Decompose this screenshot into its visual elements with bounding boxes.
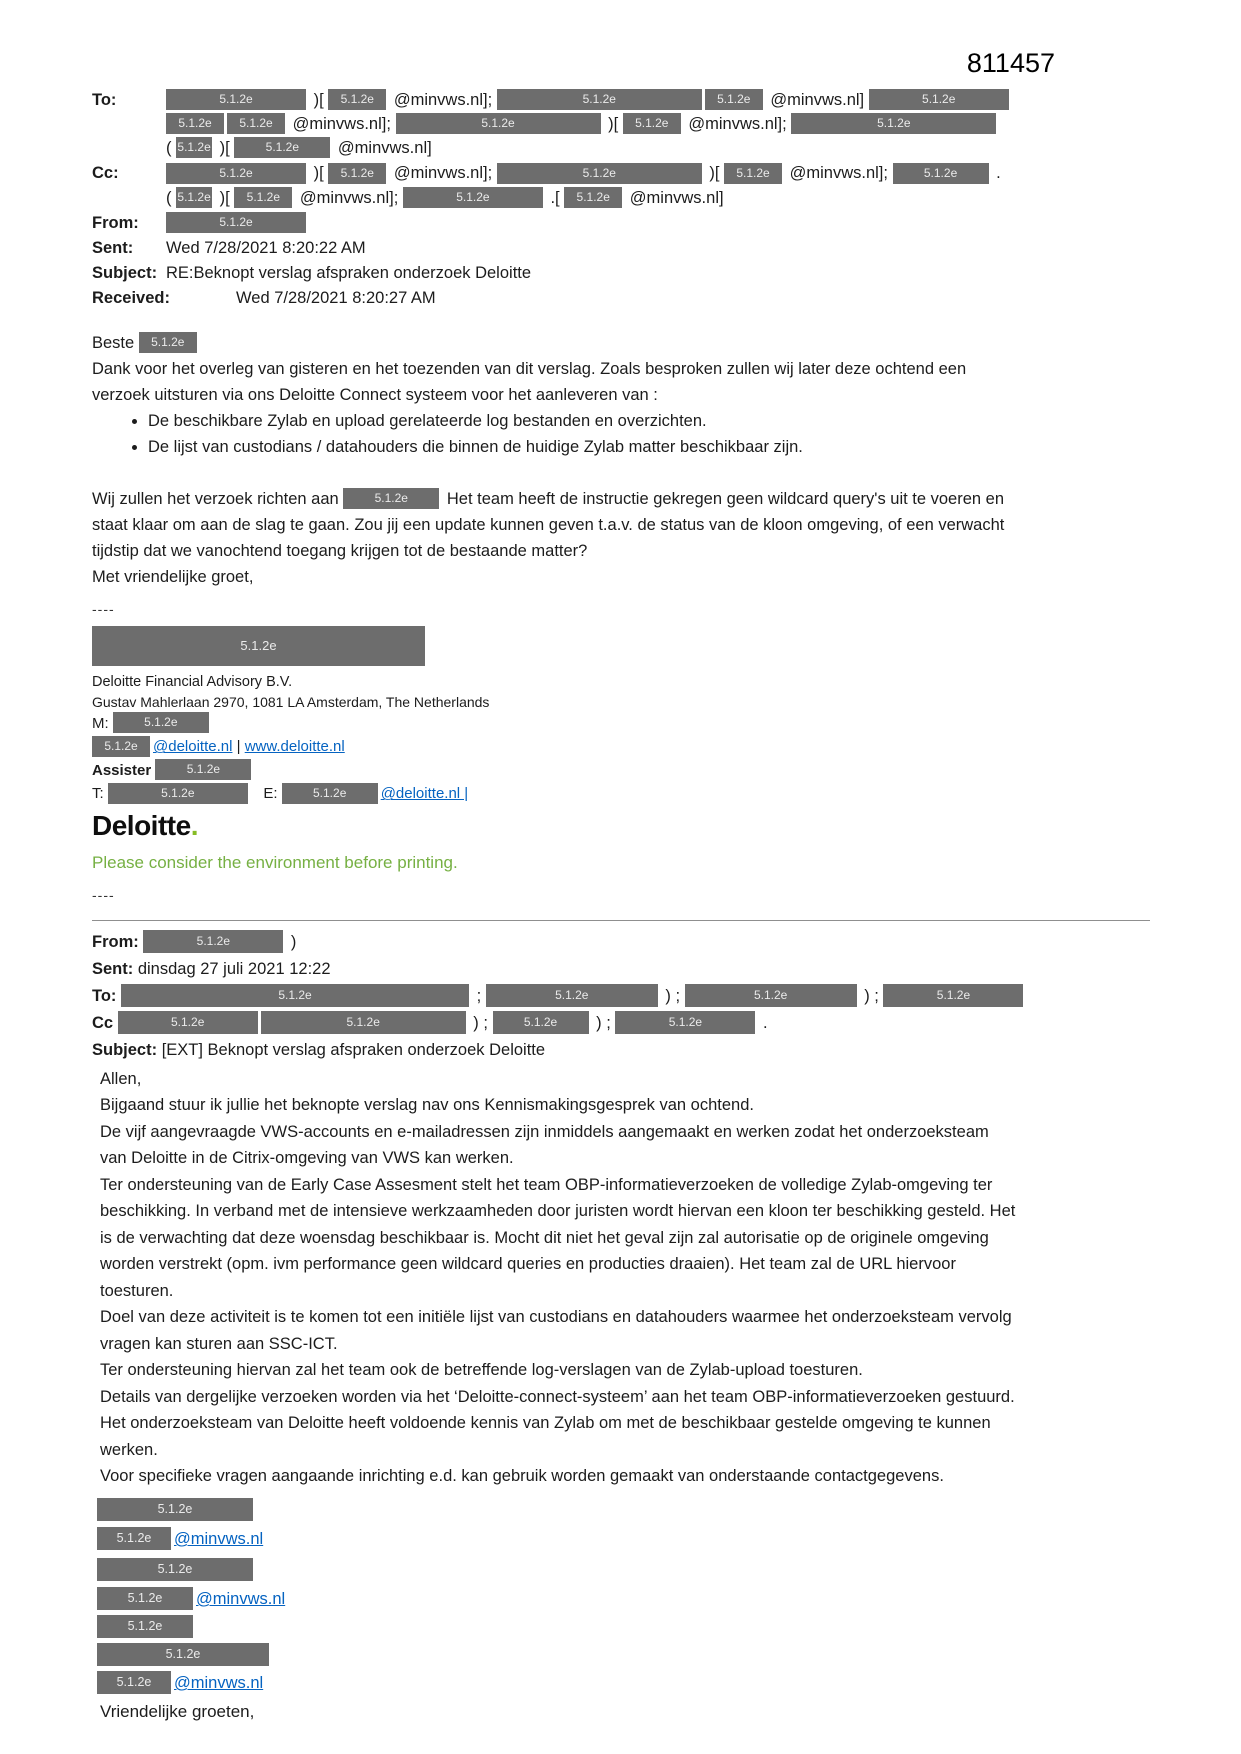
paragraph: Ter ondersteuning hiervan zal het team ook de betreffende log-verslagen van de Zylab-upload toesturen.	[100, 1361, 863, 1380]
signature-company: Deloitte Financial Advisory B.V.	[92, 673, 293, 690]
bullet-item: • De lijst van custodians / datahouders die binnen de huidige Zylab matter beschikbaar zijn.	[148, 434, 1010, 460]
header-row-subject	[92, 261, 1052, 285]
text-fragment: ) ;	[468, 1013, 493, 1032]
email1-signature	[92, 626, 1010, 908]
signature-address: Gustav Mahlerlaan 2970, 1081 LA Amsterdam, The Netherlands	[92, 693, 490, 710]
text-fragment: @minvws.nl];	[785, 164, 893, 183]
text-fragment: @minvws.nl];	[288, 115, 396, 134]
paragraph: Het onderzoeksteam van Deloitte heeft voldoende kennis van Zylab om met de beschikbaar gestelde omgeving te kunnen werken.	[100, 1414, 991, 1459]
text-fragment: )	[286, 932, 297, 951]
signature-mobile-line	[92, 712, 1010, 736]
redaction-box: 5.1.2e	[403, 187, 543, 208]
redaction-box: 5.1.2e	[623, 113, 681, 134]
email1-body	[92, 330, 1010, 908]
text-fragment: @minvws.nl]	[333, 139, 432, 158]
contact-row	[97, 1498, 1052, 1521]
text-fragment: Het team heeft de instructie gekregen geen wildcard query's uit te voeren en staat klaar om aan de slag te gaan. Zou jij een update kunnen geven t.a.v. de status van de kloon omgeving, of een verwacht tijdstip dat we vanochtend toegang krijgen tot de bestaande matter?	[92, 489, 1005, 560]
email-link[interactable]: @minvws.nl	[174, 1673, 264, 1692]
paragraph: Doel van deze activiteit is te komen tot een initiële lijst van custodians en datahouders waarmee het onderzoeksteam vervolg vragen kan sturen aan SSC-ICT.	[100, 1308, 1012, 1353]
text-fragment: dinsdag 27 juli 2021 12:22	[137, 959, 331, 978]
redaction-box: 5.1.2e	[234, 137, 330, 158]
contact-row	[97, 1615, 1052, 1640]
redaction-box: 5.1.2e	[118, 1011, 258, 1034]
redaction-box: 5.1.2e	[883, 984, 1023, 1007]
redaction-box: 5.1.2e	[615, 1011, 755, 1034]
from-label: From:	[92, 213, 139, 232]
contact-row	[97, 1587, 1052, 1612]
header-row-to	[92, 983, 1052, 1010]
from-value	[166, 211, 1026, 235]
signature-phone-line	[92, 782, 1010, 806]
email-link[interactable]: www.deloitte.nl	[244, 738, 345, 756]
text-fragment: )[	[309, 91, 329, 109]
environment-note: Please consider the environment before printing.	[92, 852, 458, 872]
salutation-line: Allen,	[100, 1069, 142, 1088]
header-label: To:	[92, 986, 122, 1005]
text-fragment: ) ;	[660, 986, 685, 1005]
cc-value	[166, 161, 1026, 209]
paragraph: Bijgaand stuur ik jullie het beknopte verslag nav ons Kennismakingsgesprek van ochtend.	[100, 1096, 754, 1115]
text-fragment: )[	[603, 115, 623, 134]
text-fragment: @minvws.nl];	[389, 164, 497, 183]
redaction-box: 5.1.2e	[166, 212, 306, 233]
redaction-box: 5.1.2e	[121, 984, 469, 1007]
header-row-to	[92, 88, 1052, 160]
redaction-box: 5.1.2e	[234, 187, 292, 208]
redaction-box: 5.1.2e	[328, 163, 386, 184]
paragraph	[92, 486, 1010, 564]
redaction-box: 5.1.2e	[328, 89, 386, 110]
contact-row	[97, 1643, 1052, 1668]
contact-row	[97, 1671, 1052, 1696]
redaction-box: 5.1.2e	[155, 759, 251, 780]
bullet-item: • De beschikbare Zylab en upload gerelateerde log bestanden en overzichten.	[148, 408, 1010, 434]
page-content	[92, 88, 1052, 1722]
redaction-box: 5.1.2e	[493, 1011, 589, 1034]
text-fragment: |	[232, 738, 245, 756]
redaction-box: 5.1.2e	[97, 1498, 253, 1521]
divider-dashes: ----	[92, 886, 115, 903]
salutation-line	[92, 330, 1010, 356]
email-link[interactable]: @deloitte.nl	[153, 738, 233, 756]
text-fragment: .	[991, 164, 1001, 183]
closing-line: Met vriendelijke groet,	[92, 567, 254, 586]
received-label: Received:	[92, 288, 170, 307]
deloitte-logo	[92, 810, 1010, 842]
redaction-box: 5.1.2e	[92, 736, 150, 757]
text-fragment: )[	[704, 164, 725, 183]
text-fragment: M:	[92, 714, 113, 732]
redaction-box: 5.1.2e	[139, 332, 197, 353]
redaction-box: 5.1.2e	[97, 1615, 193, 1638]
redaction-box: 5.1.2e	[343, 488, 439, 509]
paragraph: Dank voor het overleg van gisteren en het toezenden van dit verslag. Zoals besproken zullen wij later deze ochtend een verzoek uitsturen via ons Deloitte Connect systeem voor het aanleveren van :	[92, 359, 967, 404]
text-fragment: @minvws.nl];	[389, 91, 497, 109]
divider-dashes: ----	[92, 600, 115, 617]
header-row-sent	[92, 236, 1052, 260]
redaction-box: 5.1.2e	[176, 187, 212, 208]
header-label: Cc	[92, 1013, 118, 1032]
signature-name-redaction	[92, 626, 1010, 666]
header-label: Assister	[92, 761, 156, 779]
header-row-from	[92, 211, 1052, 235]
paragraph: Details van dergelijke verzoeken worden via het ‘Deloitte-connect-systeem’ aan het team OBP-informatieverzoeken gestuurd.	[100, 1387, 1015, 1406]
email-separator-line	[92, 920, 1150, 921]
text-fragment: @minvws.nl];	[683, 115, 792, 134]
contact-block	[92, 1498, 1052, 1696]
contact-row	[97, 1558, 1052, 1581]
text-fragment: (	[166, 139, 177, 158]
redaction-box: 5.1.2e	[166, 163, 306, 184]
deloitte-logo-dot: .	[190, 809, 198, 841]
header-label: Sent:	[92, 959, 138, 978]
deloitte-logo-text: Deloitte	[92, 809, 191, 841]
header-row-received	[92, 286, 1052, 310]
redaction-box: 5.1.2e	[685, 984, 857, 1007]
text-fragment: T:	[92, 785, 108, 803]
spacer	[92, 460, 1010, 486]
to-value	[166, 88, 1026, 160]
redaction-box: 5.1.2e	[92, 626, 425, 666]
header-label: Subject:	[92, 1040, 162, 1059]
header-row-subject	[92, 1037, 1052, 1064]
header-row-from	[92, 929, 1052, 956]
header-row-cc	[92, 1010, 1052, 1037]
text-fragment: ) ;	[591, 1013, 616, 1032]
sent-value: Wed 7/28/2021 8:20:22 AM	[166, 238, 366, 257]
bullet-list	[130, 408, 1010, 460]
redaction-box: 5.1.2e	[497, 89, 702, 110]
text-fragment: @minvws.nl]	[625, 188, 724, 207]
email2-header	[92, 929, 1052, 1064]
redaction-box: 5.1.2e	[486, 984, 658, 1007]
header-row-sent	[92, 956, 1052, 983]
text-fragment: )[	[215, 188, 235, 207]
email-link[interactable]: @deloitte.nl |	[380, 785, 469, 803]
redaction-box: 5.1.2e	[166, 113, 224, 134]
signature-assistant-line	[92, 759, 1010, 783]
email1-header	[92, 88, 1052, 310]
redaction-box: 5.1.2e	[893, 163, 989, 184]
redaction-box: 5.1.2e	[282, 783, 378, 804]
header-label: From:	[92, 932, 144, 951]
text-fragment: )[	[215, 139, 235, 158]
redaction-box: 5.1.2e	[791, 113, 996, 134]
text-fragment: )[	[309, 164, 329, 183]
redaction-box: 5.1.2e	[97, 1527, 171, 1550]
text-fragment: @minvws.nl];	[295, 188, 403, 207]
sent-label: Sent:	[92, 238, 134, 257]
paragraph: Ter ondersteuning van de Early Case Assesment stelt het team OBP-informatieverzoeken de volledige Zylab-omgeving ter beschikking. In verband met de intensieve werkzaamheden door juristen wordt hiervan een kloon ter beschikking gesteld. Het is de verwachting dat deze woensdag beschikbaar is. Mocht dit niet het geval zijn zal autorisatie op de originele omgeving worden verstrekt (opm. ivm performance geen wildcard queries en producties draaien). Het team zal de URL hiervoor toesturen.	[100, 1175, 1016, 1300]
email-link[interactable]: @minvws.nl	[174, 1529, 264, 1548]
redaction-box: 5.1.2e	[97, 1558, 253, 1581]
text-fragment: (	[166, 188, 177, 207]
closing-line: Vriendelijke groeten,	[100, 1701, 255, 1721]
redaction-box: 5.1.2e	[396, 113, 601, 134]
redaction-box: 5.1.2e	[143, 930, 283, 953]
document-number: 811457	[966, 48, 1055, 78]
to-label: To:	[92, 91, 117, 109]
text-fragment: .[	[545, 188, 565, 207]
text-fragment: Beste	[92, 333, 139, 352]
header-row-cc	[92, 161, 1052, 209]
redaction-box: 5.1.2e	[705, 89, 763, 110]
contact-row	[97, 1527, 1052, 1552]
email-link[interactable]: @minvws.nl	[196, 1589, 286, 1608]
text-fragment: E:	[250, 785, 282, 803]
redaction-box: 5.1.2e	[497, 163, 702, 184]
paragraph: Voor specifieke vragen aangaande inrichting e.d. kan gebruik worden gemaakt van onderstaande contactgegevens.	[100, 1467, 944, 1486]
text-fragment: [EXT] Beknopt verslag afspraken onderzoek Deloitte	[161, 1040, 546, 1059]
redaction-box: 5.1.2e	[564, 187, 622, 208]
cc-label: Cc:	[92, 164, 119, 183]
redaction-box: 5.1.2e	[227, 113, 285, 134]
text-fragment: .	[758, 1013, 768, 1032]
text-fragment: ) ;	[859, 986, 884, 1005]
paragraph: De vijf aangevraagde VWS-accounts en e-mailadressen zijn inmiddels aangemaakt en werken zodat het onderzoeksteam van Deloitte in de Citrix-omgeving van VWS kan werken.	[100, 1122, 989, 1168]
text-fragment: Wij zullen het verzoek richten aan	[92, 489, 344, 508]
redaction-box: 5.1.2e	[97, 1671, 171, 1694]
redaction-box: 5.1.2e	[869, 89, 1009, 110]
redaction-box: 5.1.2e	[261, 1011, 466, 1034]
redaction-box: 5.1.2e	[97, 1587, 193, 1610]
redaction-box: 5.1.2e	[166, 89, 306, 110]
subject-value: RE:Beknopt verslag afspraken onderzoek Deloitte	[166, 263, 532, 282]
redaction-box: 5.1.2e	[97, 1643, 269, 1666]
signature-email-line	[92, 735, 1010, 759]
redaction-box: 5.1.2e	[724, 163, 782, 184]
text-fragment: ;	[472, 986, 486, 1005]
received-value: Wed 7/28/2021 8:20:27 AM	[236, 288, 436, 307]
redaction-box: 5.1.2e	[108, 783, 248, 804]
redaction-box: 5.1.2e	[113, 712, 209, 733]
text-fragment: @minvws.nl]	[765, 91, 869, 109]
subject-label: Subject:	[92, 263, 158, 282]
redaction-box: 5.1.2e	[176, 137, 212, 158]
email2-body	[92, 1066, 1018, 1490]
